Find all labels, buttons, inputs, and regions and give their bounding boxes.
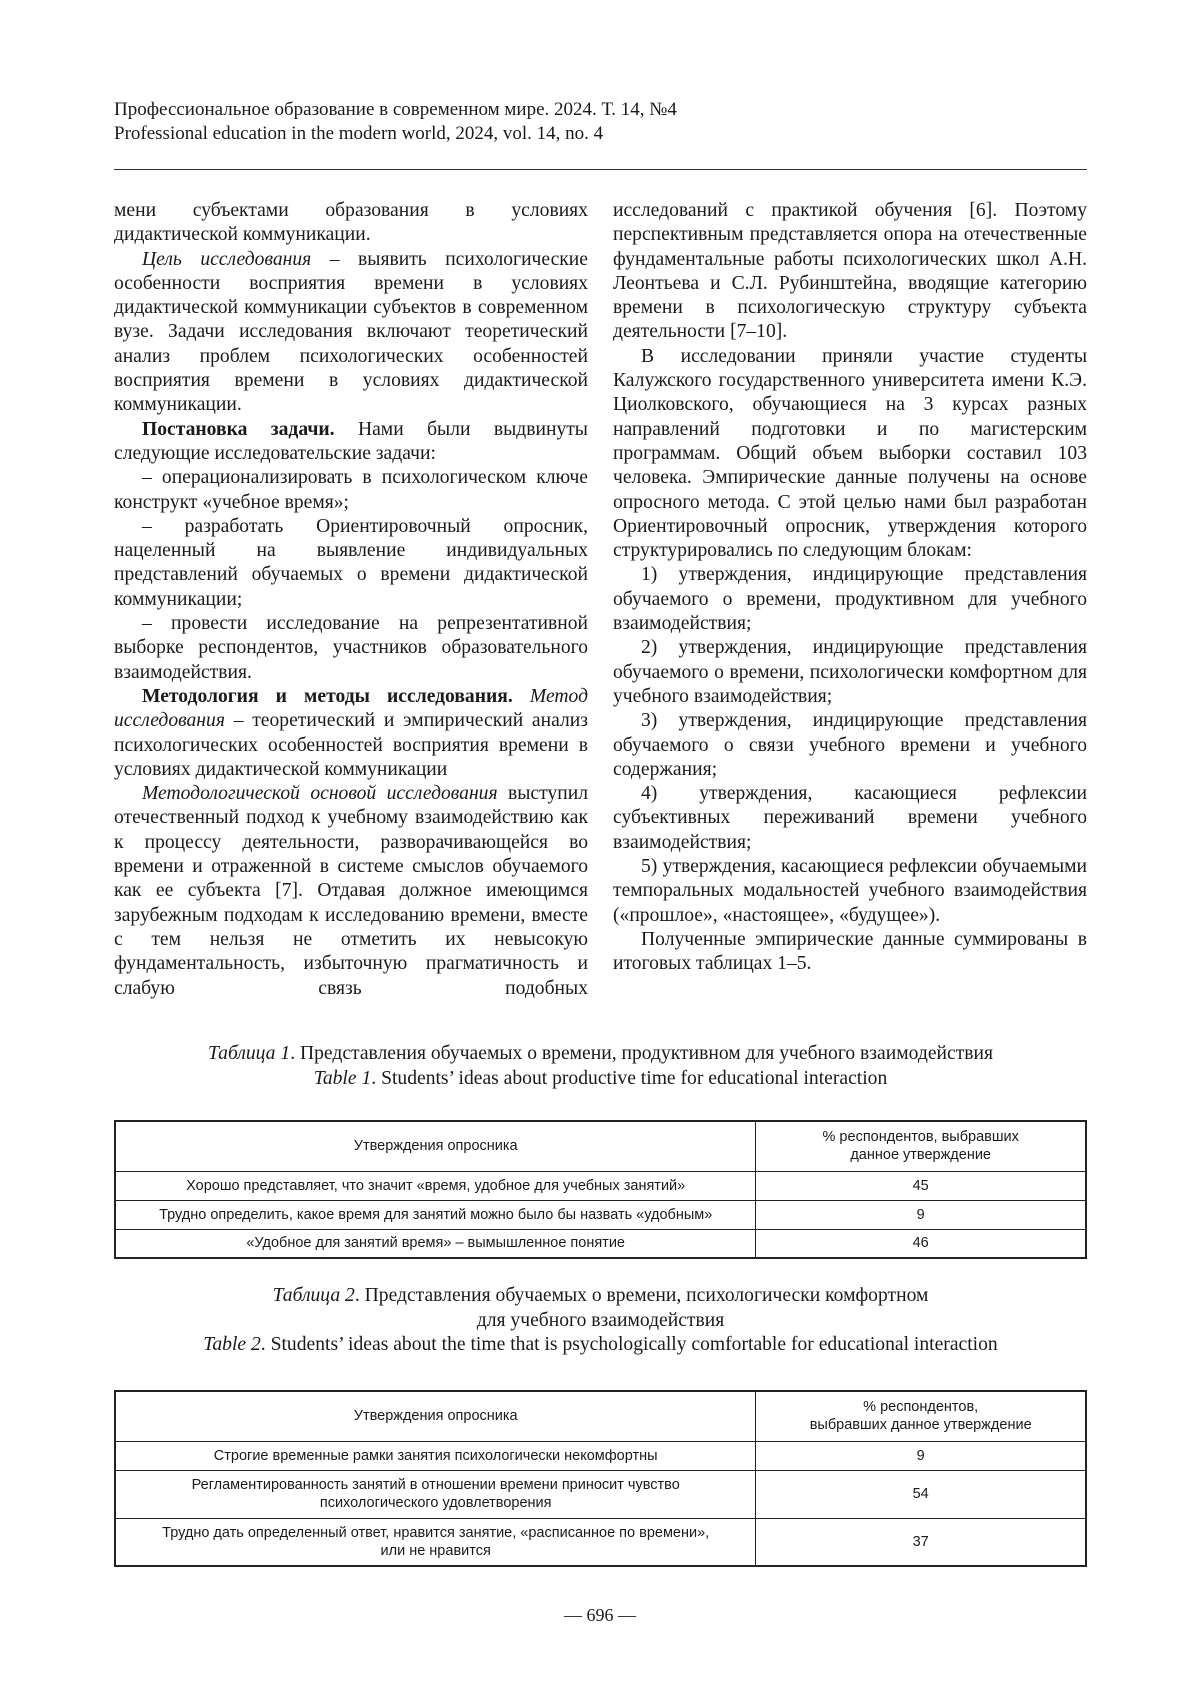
paragraph: Полученные эмпирические данные суммированы в итоговых таблицах 1–5. — [613, 928, 1087, 977]
table-row — [115, 1229, 1086, 1258]
statement-cell — [115, 1518, 756, 1566]
paragraph-basis — [114, 782, 588, 1001]
statement-cell: Строгие временные рамки занятия психологически некомфортны — [115, 1441, 756, 1470]
block-item: 2) утверждения, индицирующие представления обучаемого о времени, психологически комфортном для учебного взаимодействия; — [613, 636, 1087, 709]
table1-caption — [114, 1042, 1087, 1091]
percent-cell: 9 — [756, 1200, 1086, 1229]
table2 — [114, 1390, 1087, 1567]
caption-text: . Students’ ideas about productive time for educational interaction — [371, 1068, 887, 1089]
page-number: — 696 — — [0, 1605, 1200, 1626]
percent-cell: 46 — [756, 1229, 1086, 1258]
percent-cell: 45 — [756, 1171, 1086, 1200]
column-header: Утверждения опросника — [115, 1391, 756, 1441]
header-line: выбравших данное утверждение — [764, 1416, 1077, 1434]
problem-heading: Постановка задачи. — [142, 419, 335, 440]
right-column — [613, 199, 1087, 977]
caption-label: Table 2 — [203, 1334, 261, 1355]
task-item: – операционализировать в психологическом ключе конструкт «учебное время»; — [114, 466, 588, 515]
statement-line: психологического удовлетворения — [124, 1494, 747, 1512]
paragraph-aim — [114, 248, 588, 418]
statement-cell: «Удобное для занятий время» – вымышленное понятие — [115, 1229, 756, 1258]
table-row — [115, 1171, 1086, 1200]
block-item: 5) утверждения, касающиеся рефлексии обучаемыми темпоральных модальностей учебного взаимодействия («прошлое», «настоящее», «будущее»). — [613, 855, 1087, 928]
table1 — [114, 1120, 1087, 1259]
header-divider — [114, 169, 1087, 170]
statement-cell: Трудно определить, какое время для занятий можно было бы назвать «удобным» — [115, 1200, 756, 1229]
statement-line: или не нравится — [124, 1542, 747, 1560]
paragraph-methodology — [114, 685, 588, 782]
journal-title-en: Professional education in the modern world, 2024, vol. 14, no. 4 — [114, 122, 677, 146]
table2-caption — [114, 1284, 1087, 1358]
column-header — [756, 1391, 1086, 1441]
running-header — [114, 98, 677, 146]
aim-label: Цель исследования — [142, 249, 311, 270]
statement-cell: Хорошо представляет, что значит «время, удобное для учебных занятий» — [115, 1171, 756, 1200]
block-item: 3) утверждения, индицирующие представления обучаемого о связи учебного времени и учебного содержания; — [613, 709, 1087, 782]
caption-text: для учебного взаимодействия — [114, 1309, 1087, 1334]
paragraph: мени субъектами образования в условиях дидактической коммуникации. — [114, 199, 588, 248]
table-header-row — [115, 1121, 1086, 1171]
percent-cell: 37 — [756, 1518, 1086, 1566]
methodology-text: – теоретический и эмпирический анализ психологических особенностей восприятия времени в условиях дидактической коммуникации — [114, 710, 588, 780]
table-header-row — [115, 1391, 1086, 1441]
table-row — [115, 1441, 1086, 1470]
table-row — [115, 1470, 1086, 1518]
paragraph-sample: В исследовании приняли участие студенты Калужского государственного университета имени К.Э. Циолковского, обучающиеся на 3 курсах разных направлений подготовки и по магистерским программам. Общий объем выборки составил 103 человека. Эмпирические данные получены на основе опросного метода. С этой целью нами был разработан Ориентировочный опросник, утверждения которого структурировались по следующим блокам: — [613, 345, 1087, 564]
caption-label: Table 1 — [314, 1068, 372, 1089]
caption-label: Таблица 1 — [208, 1043, 290, 1064]
percent-cell: 54 — [756, 1470, 1086, 1518]
column-header: % респондентов, выбравших данное утверждение — [756, 1121, 1086, 1171]
journal-title-ru: Профессиональное образование в современном мире. 2024. Т. 14, №4 — [114, 98, 677, 122]
block-item: 1) утверждения, индицирующие представления обучаемого о времени, продуктивном для учебного взаимодействия; — [613, 563, 1087, 636]
caption-text: . Students’ ideas about the time that is psychologically comfortable for educational interaction — [261, 1334, 998, 1355]
block-item: 4) утверждения, касающиеся рефлексии субъективных переживаний времени учебного взаимодействия; — [613, 782, 1087, 855]
problem-text: Нами были выдвинуты следующие исследовательские задачи: — [114, 419, 588, 464]
statement-cell — [115, 1470, 756, 1518]
task-item: – провести исследование на репрезентативной выборке респондентов, участников образовательного взаимодействия. — [114, 612, 588, 685]
paragraph: исследований с практикой обучения [6]. Поэтому перспективным представляется опора на отечественные фундаментальные работы психологических школ А.Н. Леонтьева и С.Л. Рубинштейна, вводящие категорию времени в психологическую структуру субъекта деятельности [7–10]. — [613, 199, 1087, 345]
basis-label: Методологической основой исследования — [142, 783, 498, 804]
method-label: Метод исследования — [114, 686, 588, 731]
aim-text: – выявить психологические особенности восприятия времени в условиях дидактической коммуникации субъектов в современном вузе. Задачи исследования включают теоретический анализ проблем психологических особенностей восприятия времени в условиях дидактической коммуникации. — [114, 249, 588, 416]
caption-text: . Представления обучаемых о времени, продуктивном для учебного взаимодействия — [290, 1043, 993, 1064]
left-column — [114, 199, 588, 1001]
caption-text: . Представления обучаемых о времени, психологически комфортном — [355, 1285, 929, 1306]
paragraph-problem — [114, 418, 588, 467]
task-item: – разработать Ориентировочный опросник, нацеленный на выявление индивидуальных представлений обучаемых о времени дидактической коммуникации; — [114, 515, 588, 612]
header-line: % респондентов, — [764, 1398, 1077, 1416]
basis-text: выступил отечественный подход к учебному взаимодействию как к процессу деятельности, разворачивающейся во времени и отраженной в системе смыслов обучаемого как ее субъекта [7]. Отдавая должное имеющимся зарубежным подходам к исследованию времени, вместе с тем нельзя не отметить их невысокую фундаментальность, избыточную прагматичность и слабую связь подобных — [114, 783, 588, 998]
statement-line: Трудно дать определенный ответ, нравится занятие, «расписанное по времени», — [124, 1524, 747, 1542]
table-row — [115, 1518, 1086, 1566]
methodology-heading: Методология и методы исследования. — [142, 686, 513, 707]
table-row — [115, 1200, 1086, 1229]
statement-line: Регламентированность занятий в отношении времени приносит чувство — [124, 1476, 747, 1494]
column-header: Утверждения опросника — [115, 1121, 756, 1171]
percent-cell: 9 — [756, 1441, 1086, 1470]
caption-label: Таблица 2 — [273, 1285, 355, 1306]
